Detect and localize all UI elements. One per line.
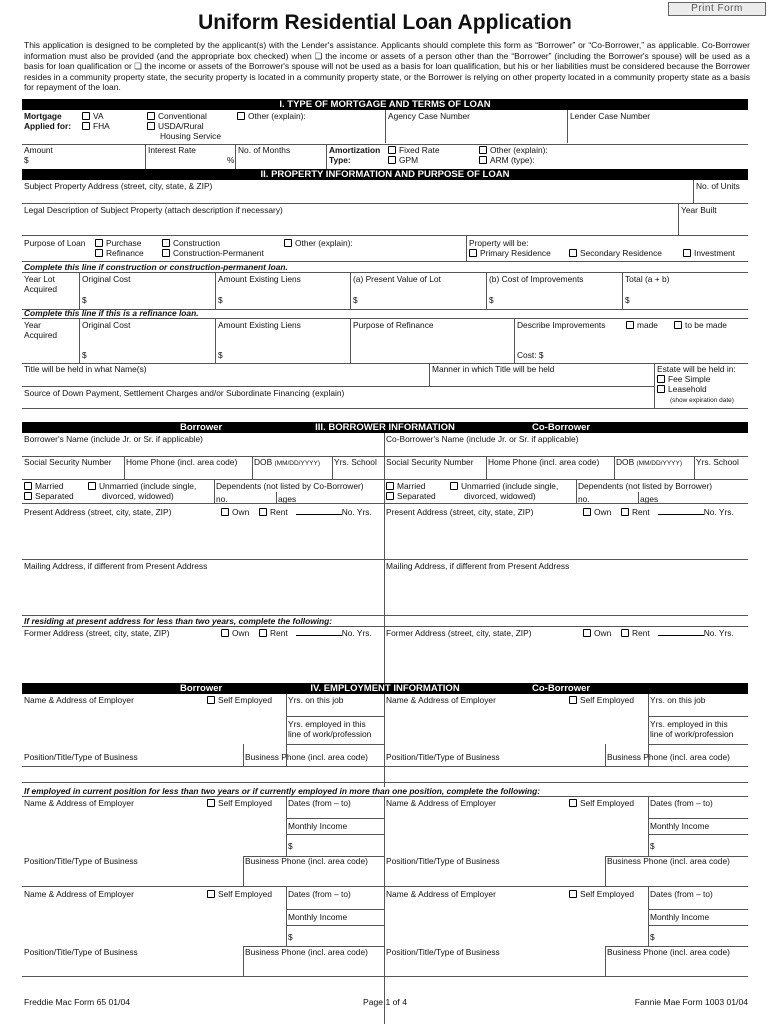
year-built-field[interactable]: Year Built	[681, 205, 717, 215]
page-title: Uniform Residential Loan Application	[198, 11, 572, 34]
mortgage-other-checkbox[interactable]	[237, 112, 245, 120]
coborrower-own-checkbox[interactable]	[583, 508, 591, 516]
dollar-sign: $	[625, 295, 630, 305]
self-employed-label: Self Employed	[218, 798, 272, 808]
lender-case-number-field[interactable]: Lender Case Number	[570, 111, 651, 121]
loan-form	[22, 99, 748, 1024]
subject-address-field[interactable]: Subject Property Address (street, city, state, & ZIP)	[24, 181, 213, 191]
dollar-sign: $	[650, 841, 655, 851]
dollar-sign: $	[82, 295, 87, 305]
va-label: VA	[93, 111, 104, 121]
coborrower-employer-field[interactable]: Name & Address of Employer	[386, 695, 496, 705]
borrower-separated-checkbox[interactable]	[24, 492, 32, 500]
coborrower-name-field[interactable]: Co-Borrower's Name (include Jr. or Sr. if applicable)	[386, 434, 579, 444]
gpm-label: GPM	[399, 155, 419, 165]
coborrower-former-own-checkbox[interactable]	[583, 629, 591, 637]
coborrower-yrs-job-field[interactable]: Yrs. on this job	[650, 695, 706, 705]
prev1-coborrower-self-employed-checkbox[interactable]	[569, 799, 577, 807]
rate-percent: %	[227, 155, 235, 165]
agency-case-number-field[interactable]: Agency Case Number	[388, 111, 470, 121]
made-label: made	[637, 320, 658, 330]
prev1-coborrower-monthly-income-field[interactable]: Monthly Income	[650, 821, 710, 831]
yrs-line-label-2: line of work/profession	[288, 729, 372, 739]
prev2-borrower-monthly-income-field[interactable]: Monthly Income	[288, 912, 348, 922]
unmarried-label-2: divorced, widowed)	[102, 491, 174, 501]
refi-year-acquired-label: Acquired	[24, 330, 58, 340]
coborrower-separated-checkbox[interactable]	[386, 492, 394, 500]
dollar-sign: $	[288, 841, 293, 851]
fha-checkbox[interactable]	[82, 122, 90, 130]
footer-freddie-mac: Freddie Mac Form 65 01/04	[24, 997, 131, 1007]
expiration-note: (show expiration date)	[670, 397, 734, 404]
conventional-checkbox[interactable]	[147, 112, 155, 120]
primary-residence-checkbox[interactable]	[469, 249, 477, 257]
borrower-former-address-field[interactable]: Former Address (street, city, state, ZIP)	[24, 628, 170, 638]
dollar-sign: $	[218, 295, 223, 305]
section-4-header	[22, 683, 748, 694]
months-field[interactable]: No. of Months	[238, 145, 291, 155]
usda-label: USDA/Rural	[158, 121, 204, 131]
present-value-lot-field[interactable]: (a) Present Value of Lot	[353, 274, 441, 284]
own-label: Own	[232, 507, 250, 517]
own-label: Own	[594, 507, 612, 517]
purchase-label: Purchase	[106, 238, 142, 248]
arm-label: ARM (type):	[490, 155, 535, 165]
legal-description-field[interactable]: Legal Description of Subject Property (attach description if necessary)	[24, 205, 283, 215]
separated-label: Separated	[397, 491, 436, 501]
prev1-coborrower-employer-field[interactable]: Name & Address of Employer	[386, 798, 496, 808]
coborrower-mailing-address-field[interactable]: Mailing Address, if different from Present Address	[386, 561, 570, 571]
constr-original-cost-field[interactable]: Original Cost	[82, 274, 131, 284]
down-payment-source-field[interactable]: Source of Down Payment, Settlement Charges and/or Subordinate Financing (explain)	[24, 388, 345, 398]
leasehold-label: Leasehold	[668, 384, 707, 394]
coborrower-phone-field[interactable]: Home Phone (incl. area code)	[488, 457, 600, 467]
prev1-borrower-monthly-income-field[interactable]: Monthly Income	[288, 821, 348, 831]
self-employed-label: Self Employed	[218, 889, 272, 899]
coborrower-position-field[interactable]: Position/Title/Type of Business	[386, 752, 500, 762]
dependents-ages[interactable]: ages	[640, 494, 659, 504]
unmarried-label: Unmarried (include single,	[99, 481, 197, 491]
amort-other-label: Other (explain):	[490, 145, 548, 155]
section-2-title: II. PROPERTY INFORMATION AND PURPOSE OF LOAN	[260, 169, 510, 180]
coborrower-heading: Co-Borrower	[532, 422, 591, 433]
borrower-dob-field[interactable]	[254, 458, 320, 467]
year-lot-field[interactable]: Year Lot	[24, 274, 55, 284]
coborrower-ssn-field[interactable]: Social Security Number	[386, 457, 474, 467]
section-1-header	[22, 99, 748, 110]
dob-format: (MM/DD/YYYY)	[636, 460, 682, 467]
year-lot-acquired-label: Acquired	[24, 284, 58, 294]
amount-field[interactable]: Amount	[24, 145, 53, 155]
own-label: Own	[594, 628, 612, 638]
borrower-former-own-checkbox[interactable]	[221, 629, 229, 637]
borrower-position-field[interactable]: Position/Title/Type of Business	[24, 752, 138, 762]
leasehold-checkbox[interactable]	[657, 385, 665, 393]
applied-for-label: Applied for:	[24, 121, 71, 131]
prev1-coborrower-dates-field[interactable]: Dates (from – to)	[650, 798, 713, 808]
prev2-borrower-dates-field[interactable]: Dates (from – to)	[288, 889, 351, 899]
fha-label: FHA	[93, 121, 110, 131]
unmarried-label-2: divorced, widowed)	[464, 491, 536, 501]
dob-label: DOB	[616, 457, 635, 467]
coborrower-dependents-field[interactable]: Dependents (not listed by Borrower)	[578, 481, 713, 491]
investment-checkbox[interactable]	[683, 249, 691, 257]
mortgage-other-label: Other (explain):	[248, 111, 306, 121]
married-label: Married	[397, 481, 426, 491]
multiple-positions-note: If employed in current position for less than two years or if currently employed in more than one position, complete the following:	[24, 787, 544, 796]
borrower-mailing-address-field[interactable]: Mailing Address, if different from Present Address	[24, 561, 208, 571]
footer-page-number: Page 1 of 4	[363, 997, 407, 1007]
prev2-coborrower-position-field[interactable]: Position/Title/Type of Business	[386, 947, 500, 957]
made-checkbox[interactable]	[626, 321, 634, 329]
borrower-former-rent-checkbox[interactable]	[259, 629, 267, 637]
prev2-coborrower-monthly-income-field[interactable]: Monthly Income	[650, 912, 710, 922]
married-label: Married	[35, 481, 64, 491]
yrs-line-label-2: line of work/profession	[650, 729, 734, 739]
primary-residence-label: Primary Residence	[480, 248, 551, 258]
borrower-yrs-job-field[interactable]: Yrs. on this job	[288, 695, 344, 705]
prev2-borrower-self-employed-checkbox[interactable]	[207, 890, 215, 898]
borrower-married-checkbox[interactable]	[24, 482, 32, 490]
purchase-checkbox[interactable]	[95, 239, 103, 247]
dependents-no[interactable]: no.	[216, 494, 228, 504]
refi-year-field[interactable]: Year	[24, 320, 41, 330]
coborrower-unmarried-checkbox[interactable]	[450, 482, 458, 490]
borrower-employer-field[interactable]: Name & Address of Employer	[24, 695, 134, 705]
construction-label: Construction	[173, 238, 221, 248]
borrower-rent-checkbox[interactable]	[259, 508, 267, 516]
borrower-yrs-school-field[interactable]: Yrs. School	[334, 457, 377, 467]
own-label: Own	[232, 628, 250, 638]
footer-fannie-mae: Fannie Mae Form 1003 01/04	[634, 997, 748, 1007]
dependents-no[interactable]: no.	[578, 494, 590, 504]
purpose-other-label: Other (explain):	[295, 238, 353, 248]
fixed-rate-checkbox[interactable]	[388, 146, 396, 154]
dollar-sign: $	[218, 350, 223, 360]
purpose-label: Purpose of Loan	[24, 238, 86, 248]
conventional-label: Conventional	[158, 111, 207, 121]
refinance-checkbox[interactable]	[95, 249, 103, 257]
coborrower-former-rent-checkbox[interactable]	[621, 629, 629, 637]
section-3-title: III. BORROWER INFORMATION	[315, 422, 455, 433]
section-1-title: I. TYPE OF MORTGAGE AND TERMS OF LOAN	[279, 99, 491, 110]
borrower-dependents-field[interactable]: Dependents (not listed by Co-Borrower)	[216, 481, 364, 491]
prev1-borrower-business-phone-field[interactable]: Business Phone (incl. area code)	[245, 856, 368, 866]
title-names-field[interactable]: Title will be held in what Name(s)	[24, 364, 147, 374]
refi-existing-liens-field[interactable]: Amount Existing Liens	[218, 320, 301, 330]
borrower-present-address-field[interactable]: Present Address (street, city, state, ZIP)	[24, 507, 172, 517]
rent-label: Rent	[632, 628, 650, 638]
property-will-be-label: Property will be:	[469, 238, 529, 248]
borrower-unmarried-checkbox[interactable]	[88, 482, 96, 490]
rent-label: Rent	[632, 507, 650, 517]
coborrower-dob-field[interactable]	[616, 458, 682, 467]
self-employed-label: Self Employed	[580, 695, 634, 705]
coborrower-former-address-field[interactable]: Former Address (street, city, state, ZIP)	[386, 628, 532, 638]
mortgage-label: Mortgage	[24, 111, 62, 121]
constr-existing-liens-field[interactable]: Amount Existing Liens	[218, 274, 301, 284]
borrower-business-phone-field[interactable]: Business Phone (incl. area code)	[245, 752, 368, 762]
prev2-coborrower-business-phone-field[interactable]: Business Phone (incl. area code)	[607, 947, 730, 957]
no-yrs-label: No. Yrs.	[703, 628, 734, 638]
section-3-header	[22, 422, 748, 433]
usda-label-2: Housing Service	[160, 131, 221, 141]
dob-label: DOB	[254, 457, 273, 467]
prev2-borrower-position-field[interactable]: Position/Title/Type of Business	[24, 947, 138, 957]
prev1-borrower-dates-field[interactable]: Dates (from – to)	[288, 798, 351, 808]
separated-label: Separated	[35, 491, 74, 501]
unmarried-label: Unmarried (include single,	[461, 481, 559, 491]
purpose-other-checkbox[interactable]	[284, 239, 292, 247]
coborrower-married-checkbox[interactable]	[386, 482, 394, 490]
dollar-sign: $	[489, 295, 494, 305]
dob-format: (MM/DD/YYYY)	[274, 460, 320, 467]
construction-permanent-label: Construction-Permanent	[173, 248, 264, 258]
to-be-made-label: to be made	[685, 320, 727, 330]
gpm-checkbox[interactable]	[388, 156, 396, 164]
borrower-heading: Borrower	[180, 683, 223, 694]
prev2-coborrower-dates-field[interactable]: Dates (from – to)	[650, 889, 713, 899]
coborrower-self-employed-checkbox[interactable]	[569, 696, 577, 704]
total-field[interactable]: Total (a + b)	[625, 274, 670, 284]
prev1-coborrower-business-phone-field[interactable]: Business Phone (incl. area code)	[607, 856, 730, 866]
secondary-residence-label: Secondary Residence	[580, 248, 662, 258]
intro-paragraph: This application is designed to be completed by the applicant(s) with the Lender's assistance. Applicants should complete this form as “Borrower” or “Co-Borrower,” as applicable. Co-Borrower information must also be provided (and the appropriate box checked) when ❏ the income or assets of a person other than the “Borrower” (including the Borrower's spouse) will be used as a basis for loan qualification or ❏ the income or assets of the Borrower's spouse will not be used as a basis for loan qualification, but his or her liabilities must be considered because the Borrower resides in a community property state, the security property is located in a community property state, or the Borrower is relying on other property located in a community property state as a basis for repayment of the loan.	[24, 40, 750, 93]
secondary-residence-checkbox[interactable]	[569, 249, 577, 257]
dollar-sign: $	[353, 295, 358, 305]
refinance-note: Complete this line if this is a refinance loan.	[24, 308, 199, 318]
prev1-borrower-position-field[interactable]: Position/Title/Type of Business	[24, 856, 138, 866]
arm-checkbox[interactable]	[479, 156, 487, 164]
investment-label: Investment	[694, 248, 735, 258]
self-employed-label: Self Employed	[218, 695, 272, 705]
cost-improvements-field[interactable]: (b) Cost of Improvements	[489, 274, 584, 284]
prev2-coborrower-self-employed-checkbox[interactable]	[569, 890, 577, 898]
borrower-heading: Borrower	[180, 422, 223, 433]
improvements-cost-field[interactable]: Cost: $	[517, 350, 544, 360]
refinance-label: Refinance	[106, 248, 144, 258]
fee-simple-label: Fee Simple	[668, 374, 711, 384]
coborrower-business-phone-field[interactable]: Business Phone (incl. area code)	[607, 752, 730, 762]
fixed-rate-label: Fixed Rate	[399, 145, 440, 155]
borrower-self-employed-checkbox[interactable]	[207, 696, 215, 704]
interest-rate-field[interactable]: Interest Rate	[148, 145, 196, 155]
describe-improvements-field[interactable]: Describe Improvements	[517, 320, 606, 330]
to-be-made-checkbox[interactable]	[674, 321, 682, 329]
amort-other-checkbox[interactable]	[479, 146, 487, 154]
section-2-header	[22, 169, 748, 180]
former-address-note: If residing at present address for less than two years, complete the following:	[24, 617, 336, 626]
coborrower-heading: Co-Borrower	[532, 683, 591, 694]
dollar-sign: $	[650, 932, 655, 942]
prev1-coborrower-position-field[interactable]: Position/Title/Type of Business	[386, 856, 500, 866]
prev2-coborrower-employer-field[interactable]: Name & Address of Employer	[386, 889, 496, 899]
prev1-borrower-self-employed-checkbox[interactable]	[207, 799, 215, 807]
fee-simple-checkbox[interactable]	[657, 375, 665, 383]
coborrower-present-address-field[interactable]: Present Address (street, city, state, ZIP)	[386, 507, 534, 517]
prev1-borrower-employer-field[interactable]: Name & Address of Employer	[24, 798, 134, 808]
usda-checkbox[interactable]	[147, 122, 155, 130]
section-4-title: IV. EMPLOYMENT INFORMATION	[310, 683, 460, 694]
self-employed-label: Self Employed	[580, 798, 634, 808]
coborrower-yrs-school-field[interactable]: Yrs. School	[696, 457, 739, 467]
borrower-own-checkbox[interactable]	[221, 508, 229, 516]
purpose-refinance-field[interactable]: Purpose of Refinance	[353, 320, 434, 330]
estate-label: Estate will be held in:	[657, 364, 736, 374]
prev2-borrower-employer-field[interactable]: Name & Address of Employer	[24, 889, 134, 899]
borrower-ssn-field[interactable]: Social Security Number	[24, 457, 112, 467]
va-checkbox[interactable]	[82, 112, 90, 120]
no-yrs-label: No. Yrs.	[341, 628, 372, 638]
units-field[interactable]: No. of Units	[696, 181, 740, 191]
construction-checkbox[interactable]	[162, 239, 170, 247]
coborrower-yrs-line-field[interactable]: Yrs. employed in this	[650, 719, 728, 729]
borrower-phone-field[interactable]: Home Phone (incl. area code)	[126, 457, 238, 467]
prev2-borrower-business-phone-field[interactable]: Business Phone (incl. area code)	[245, 947, 368, 957]
amortization-type-label: Type:	[329, 155, 351, 165]
print-form-button[interactable]: Print Form	[668, 2, 766, 16]
borrower-name-field[interactable]: Borrower's Name (include Jr. or Sr. if applicable)	[24, 434, 203, 444]
self-employed-label: Self Employed	[580, 889, 634, 899]
dollar-sign: $	[288, 932, 293, 942]
borrower-yrs-line-field[interactable]: Yrs. employed in this	[288, 719, 366, 729]
dollar-sign: $	[82, 350, 87, 360]
title-manner-field[interactable]: Manner in which Title will be held	[432, 364, 555, 374]
dependents-ages[interactable]: ages	[278, 494, 297, 504]
refi-original-cost-field[interactable]: Original Cost	[82, 320, 131, 330]
amortization-label: Amortization	[329, 145, 381, 155]
construction-note: Complete this line if construction or construction-permanent loan.	[24, 262, 288, 272]
rent-label: Rent	[270, 628, 288, 638]
rent-label: Rent	[270, 507, 288, 517]
no-yrs-label: No. Yrs.	[341, 507, 372, 517]
coborrower-rent-checkbox[interactable]	[621, 508, 629, 516]
construction-permanent-checkbox[interactable]	[162, 249, 170, 257]
amount-dollar: $	[24, 155, 29, 165]
no-yrs-label: No. Yrs.	[703, 507, 734, 517]
